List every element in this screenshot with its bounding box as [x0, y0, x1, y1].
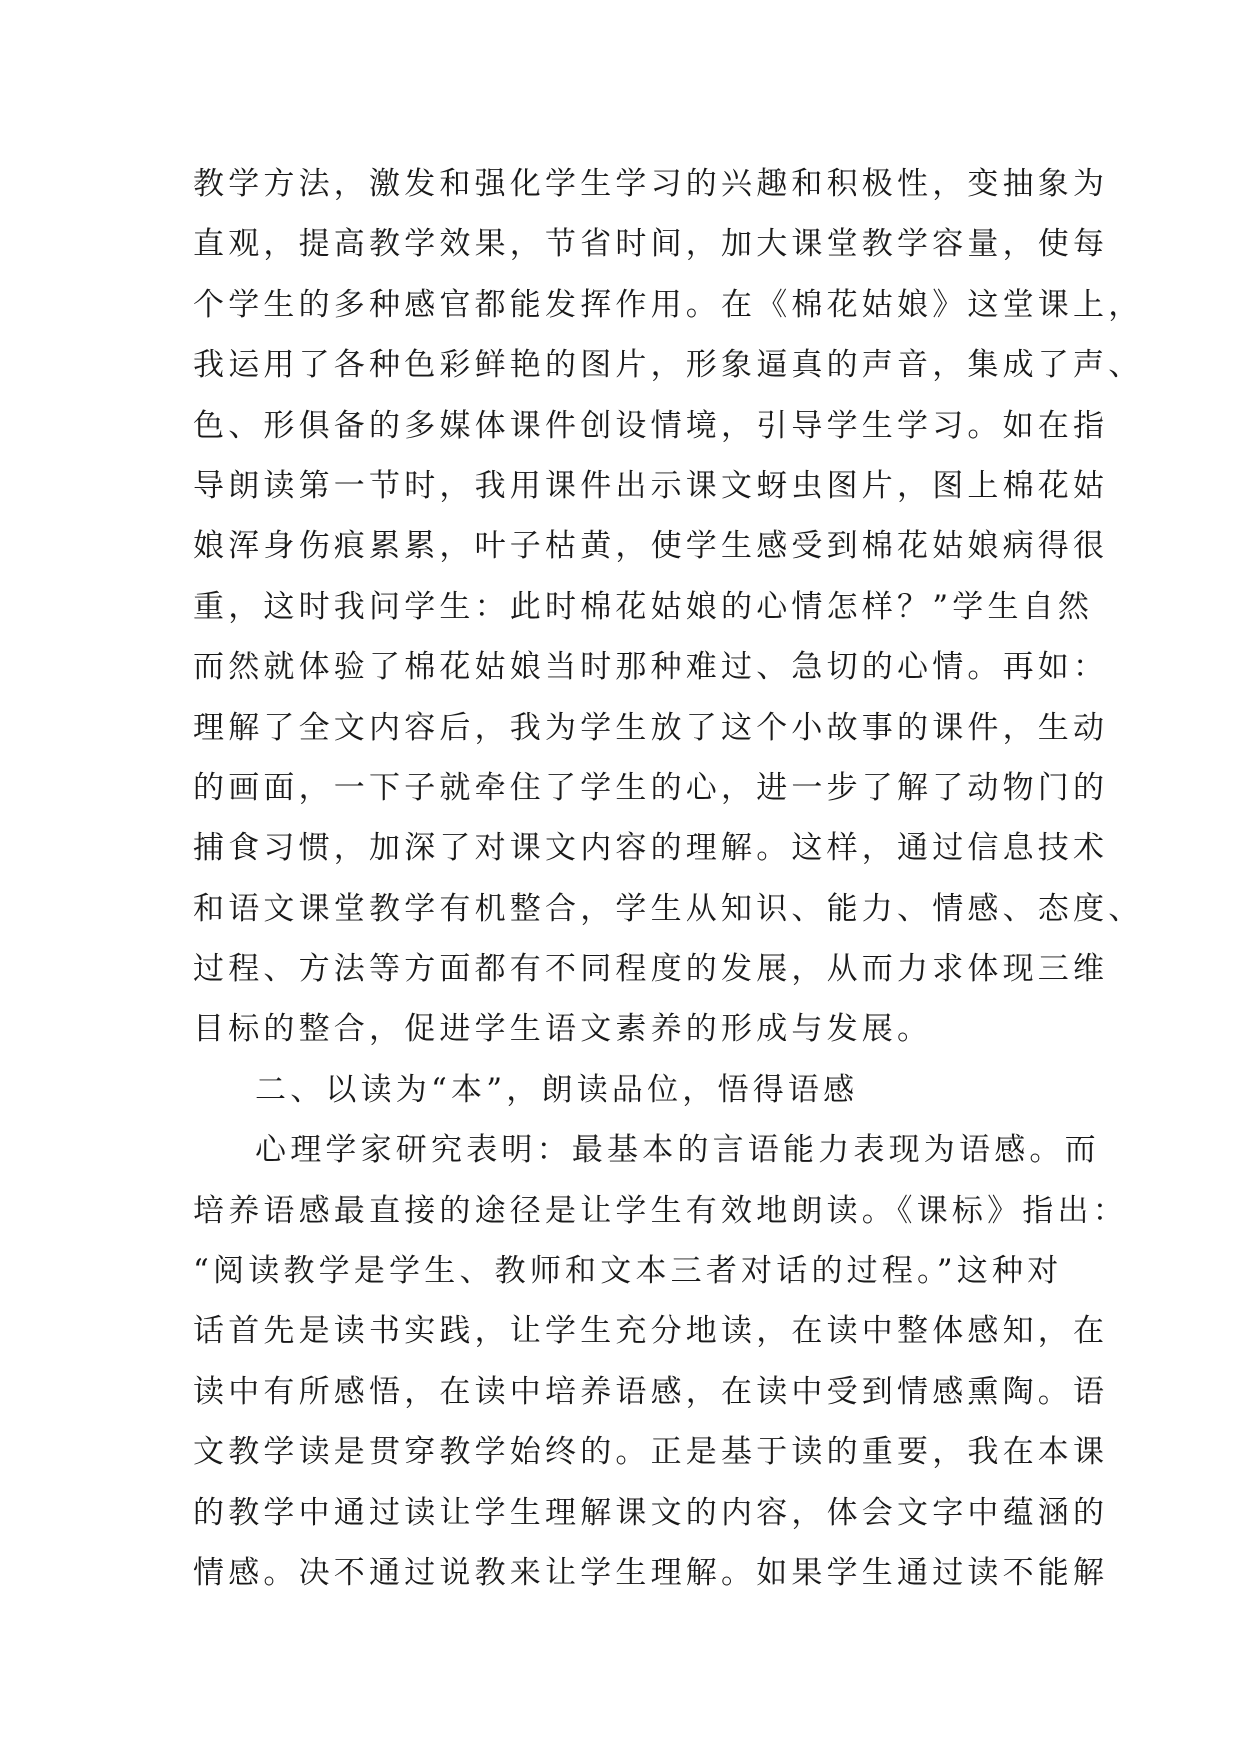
text-line: 情感。决不通过说教来让学生理解。如果学生通过读不能解	[193, 1554, 1109, 1591]
text-line: 而然就体验了棉花姑娘当时那种难过、急切的心情。再如：	[193, 649, 1109, 686]
text-line: 色、形俱备的多媒体课件创设情境，引导学生学习。如在指	[193, 407, 1109, 444]
text-line: 娘浑身伤痕累累，叶子枯黄，使学生感受到棉花姑娘病得很	[193, 528, 1109, 565]
text-line: 二、以读为“本”，朗读品位，悟得语感	[255, 1071, 859, 1108]
text-line: 导朗读第一节时，我用课件出示课文蚜虫图片，图上棉花姑	[193, 467, 1109, 504]
text-line: 教学方法，激发和强化学生学习的兴趣和积极性，变抽象为	[193, 166, 1109, 202]
text-line: 我运用了各种色彩鲜艳的图片，形象逼真的声音，集成了声、	[193, 347, 1144, 384]
text-line: 目标的整合，促进学生语文素养的形成与发展。	[193, 1011, 933, 1048]
body-text	[193, 154, 1144, 1603]
text-line: 培养语感最直接的途径是让学生有效地朗读。《课标》指出：	[193, 1192, 1128, 1229]
text-line: 的教学中通过读让学生理解课文的内容，体会文字中蕴涵的	[193, 1494, 1109, 1531]
text-line: 个学生的多种感官都能发挥作用。在《棉花姑娘》这堂课上，	[193, 286, 1144, 323]
text-line: “阅读教学是学生、教师和文本三者对话的过程。”这种对	[193, 1253, 1063, 1290]
text-line: 过程、方法等方面都有不同程度的发展，从而力求体现三维	[193, 951, 1109, 988]
text-line: 的画面，一下子就牵住了学生的心，进一步了解了动物门的	[193, 769, 1109, 806]
text-line: 心理学家研究表明：最基本的言语能力表现为语感。而	[255, 1132, 1100, 1169]
text-line: 话首先是读书实践，让学生充分地读，在读中整体感知，在	[193, 1313, 1109, 1350]
text-line: 和语文课堂教学有机整合，学生从知识、能力、情感、态度、	[193, 890, 1144, 927]
text-line: 理解了全文内容后，我为学生放了这个小故事的课件，生动	[193, 709, 1109, 746]
text-line: 文教学读是贯穿教学始终的。正是基于读的重要，我在本课	[193, 1434, 1109, 1471]
text-line: 直观，提高教学效果，节省时间，加大课堂教学容量，使每	[193, 226, 1109, 263]
text-line: 重，这时我问学生：此时棉花姑娘的心情怎样？”学生自然	[193, 588, 1094, 625]
text-line: 捕食习惯，加深了对课文内容的理解。这样，通过信息技术	[193, 830, 1109, 867]
text-line: 读中有所感悟，在读中培养语感，在读中受到情感熏陶。语	[193, 1373, 1109, 1410]
